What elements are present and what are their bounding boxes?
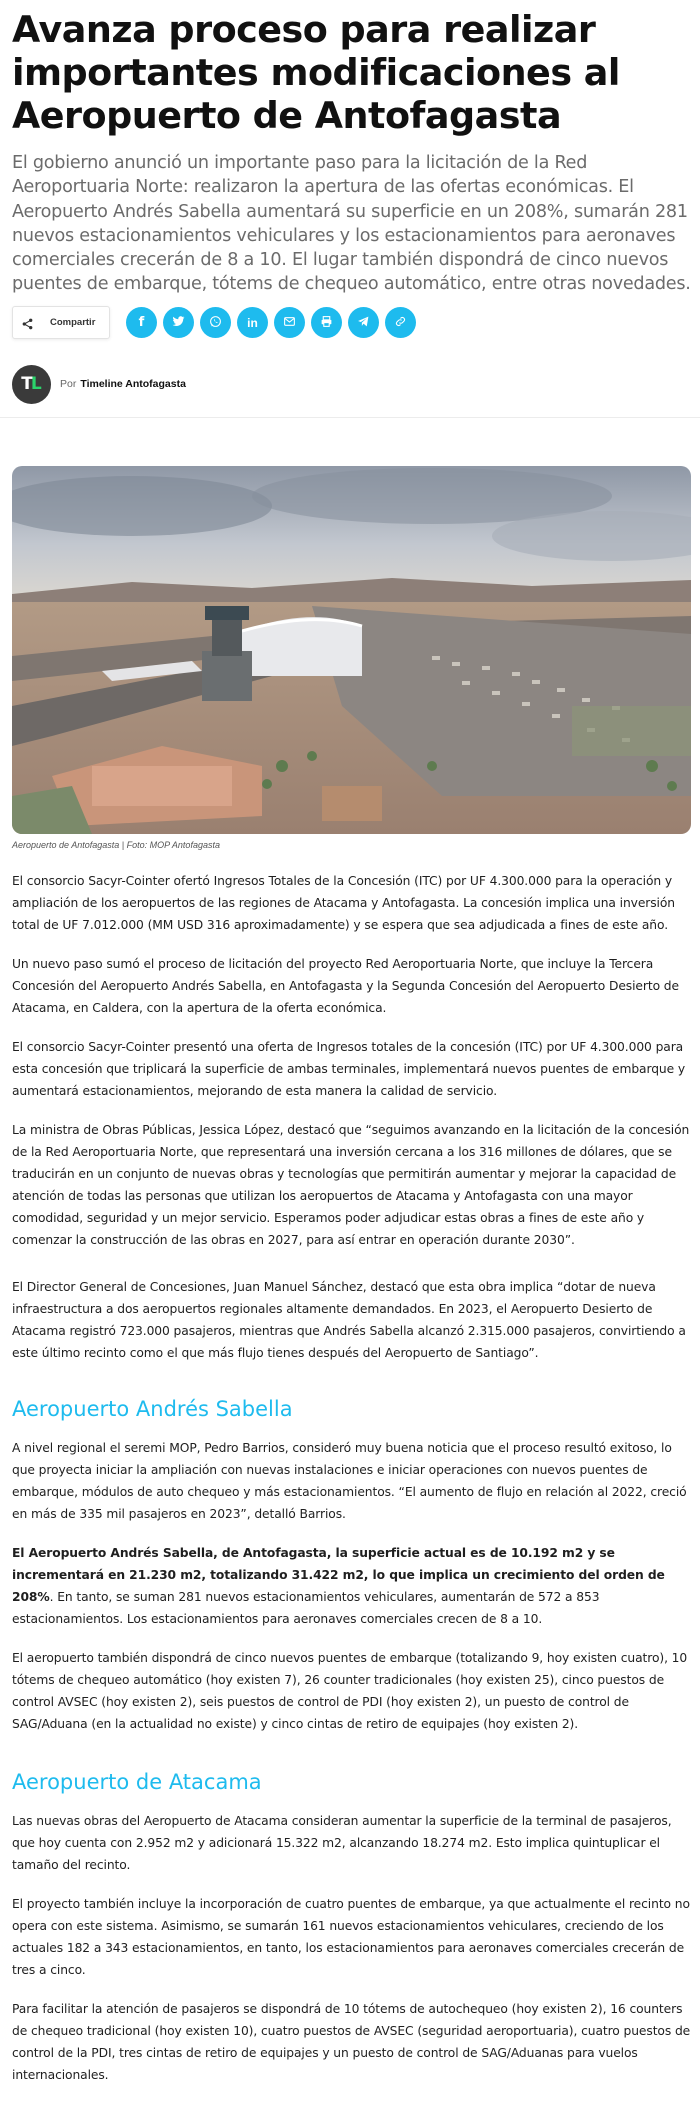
author-name-link[interactable]: Timeline Antofagasta bbox=[80, 378, 186, 390]
telegram-icon bbox=[357, 315, 370, 331]
paragraph bbox=[12, 1542, 692, 1630]
share-label: Compartir bbox=[50, 317, 96, 328]
article-photo bbox=[12, 466, 691, 834]
copy-link-button[interactable] bbox=[385, 307, 416, 338]
bold-text: El Aeropuerto Andrés Sabella, de Antofagasta, la superficie actual es de 10.192 m2 y se incrementará en 21.230 m2, totalizando 31.422 m2, lo que implica un crecimiento del orden de 208% bbox=[12, 1546, 665, 1604]
article-summary: El gobierno anunció un importante paso para la licitación de la Red Aeroportuaria Norte: realizaron la apertura de las ofertas económicas. El Aeropuerto Andrés Sabella aumentará su superficie en un 208%, sumarán 281 nuevos estacionamientos vehiculares y los estacionamientos para aeronaves comerciales crecerán de 8 a 10. El lugar también dispondrá de cinco nuevos puentes de embarque, tótems de chequeo automático, entre otras novedades. bbox=[12, 153, 691, 295]
paragraph: Un nuevo paso sumó el proceso de licitación del proyecto Red Aeroportuaria Norte, que incluye la Tercera Concesión del Aeropuerto Andrés Sabella, en Antofagasta y la Segunda Concesión del Aeropuerto Desierto de Atacama, en Caldera, con la apertura de la oferta económica. bbox=[12, 957, 679, 1015]
email-share-button[interactable] bbox=[274, 307, 305, 338]
author-prefix: Por bbox=[60, 378, 77, 390]
paragraph: La ministra de Obras Públicas, Jessica López, destacó que “seguimos avanzando en la licitación de la concesión de la Red Aeroportuaria Norte, que representará una inversión cercana a los 316 millones de dólares, que se traducirán en un conjunto de nuevas obras y tecnologías que permitirán aumentar y mejorar la capacidad de atención de todas las personas que utilizan los aeropuertos de Atacama y Antofagasta con una mayor comodidad, seguridad y un mejor servicio. Esperamos poder adjudicar estas obras a fines de este año y comenzar la construcción de las obras en 2027, para así entrar en operación durante 2030”. bbox=[12, 1123, 690, 1247]
linkedin-share-button[interactable] bbox=[237, 307, 268, 338]
print-share-button[interactable] bbox=[311, 307, 342, 338]
link-icon bbox=[394, 315, 407, 331]
share-button[interactable] bbox=[12, 306, 110, 339]
paragraph: El aeropuerto también dispondrá de cinco nuevos puentes de embarque (totalizando 9, hoy existen cuatro), 10 tótems de chequeo automático (hoy existen 7), 26 counter tradicionales (hoy existen 25), cinco puestos de control AVSEC (hoy existen 2), seis puestos de control de PDI (hoy existen 2), un puesto de control de SAG/Aduana (en la actualidad no existe) y cinco cintas de retiro de equipajes (hoy existen 2). bbox=[12, 1651, 688, 1731]
image-caption: Aeropuerto de Antofagasta | Foto: MOP Antofagasta bbox=[12, 840, 220, 850]
article-title: Avanza proceso para realizar importantes modificaciones al Aeropuerto de Antofagasta bbox=[12, 8, 620, 137]
whatsapp-share-button[interactable] bbox=[200, 307, 231, 338]
paragraph: El consorcio Sacyr-Cointer presentó una oferta de Ingresos totales de la concesión (ITC) por UF 4.300.000 para esta concesión que triplicará la superficie de ambas terminales, implementará nuevos puentes de embarque y aumentará estacionamientos, mejorando de esta manera la calidad de servicio. bbox=[12, 1040, 686, 1098]
linkedin-icon: in bbox=[247, 315, 258, 330]
paragraph: El consorcio Sacyr-Cointer ofertó Ingresos Totales de la Concesión (ITC) por UF 4.300.000 para la operación y ampliación de los aeropuertos de las regiones de Atacama y Antofagasta. La concesión implica una inversión total de UF 7.012.000 (MM USD 316 aproximadamente) y se espera que sea adjudicada a fines de este año. bbox=[12, 874, 675, 932]
whatsapp-icon bbox=[209, 315, 222, 331]
paragraph: Las nuevas obras del Aeropuerto de Atacama consideran aumentar la superficie de la terminal de pasajeros, que hoy cuenta con 2.952 m2 y adicionará 15.322 m2, alcanzando 18.274 m2. Esto implica quintuplicar el tamaño del recinto. bbox=[12, 1814, 672, 1872]
print-icon bbox=[320, 315, 333, 331]
social-buttons bbox=[126, 307, 422, 338]
avatar-letter-l: L bbox=[30, 374, 42, 394]
facebook-icon: f bbox=[138, 315, 145, 330]
paragraph: A nivel regional el seremi MOP, Pedro Barrios, consideró muy buena noticia que el proceso resultó exitoso, lo que proyecta iniciar la ampliación con nuevas instalaciones e iniciar operaciones con nuevos puentes de embarque, módulos de auto chequeo y más estacionamientos. “El aumento de flujo en relación al 2022, creció en más de 335 mil pasajeros en 2023”, detalló Barrios. bbox=[12, 1441, 687, 1521]
paragraph: Para facilitar la atención de pasajeros se dispondrá de 10 tótems de autochequeo (hoy existen 2), 16 counters de chequeo tradicional (hoy existen 10), cuatro puestos de AVSEC (seguridad aeroportuaria), cuatro puestos de control de la PDI, tres cintas de retiro de equipajes y un puesto de control de SAG/Aduanas para vuelos internacionales. bbox=[12, 2002, 691, 2082]
twitter-share-button[interactable] bbox=[163, 307, 194, 338]
divider bbox=[0, 417, 700, 418]
paragraph: El proyecto también incluye la incorporación de cuatro puentes de embarque, ya que actualmente el recinto no opera con este sistema. Asimismo, se sumarán 161 nuevos estacionamientos vehiculares, creciendo de los actuales 182 a 343 estacionamientos, en tanto, los estacionamientos para aeronaves comerciales crecerán de tres a cinco. bbox=[12, 1897, 690, 1977]
author-avatar[interactable] bbox=[12, 365, 51, 404]
twitter-icon bbox=[172, 315, 185, 331]
facebook-share-button[interactable] bbox=[126, 307, 157, 338]
section-heading: Aeropuerto de Atacama bbox=[12, 1770, 262, 1794]
paragraph: El Director General de Concesiones, Juan Manuel Sánchez, destacó que esta obra implica “dotar de nueva infraestructura a dos aeropuertos regionales altamente demandados. En 2023, el Aeropuerto Desierto de Atacama registró 723.000 pasajeros, mientras que Andrés Sabella alcanzó 2.315.000 pasajeros, convirtiendo a este último recinto como el que más flujo tienes después del Aeropuerto de Santiago”. bbox=[12, 1280, 686, 1360]
author-byline bbox=[12, 364, 186, 404]
section-heading: Aeropuerto Andrés Sabella bbox=[12, 1397, 293, 1421]
avatar-letter-t: T bbox=[21, 374, 33, 394]
paragraph-text: . En tanto, se suman 281 nuevos estacionamientos vehiculares, aumentarán de 572 a 853 estacionamientos. Los estacionamientos para aeronaves comerciales crecen de 8 a 10. bbox=[12, 1590, 600, 1626]
email-icon bbox=[283, 315, 296, 331]
share-bar bbox=[12, 306, 422, 339]
telegram-share-button[interactable] bbox=[348, 307, 379, 338]
share-icon bbox=[22, 317, 33, 329]
